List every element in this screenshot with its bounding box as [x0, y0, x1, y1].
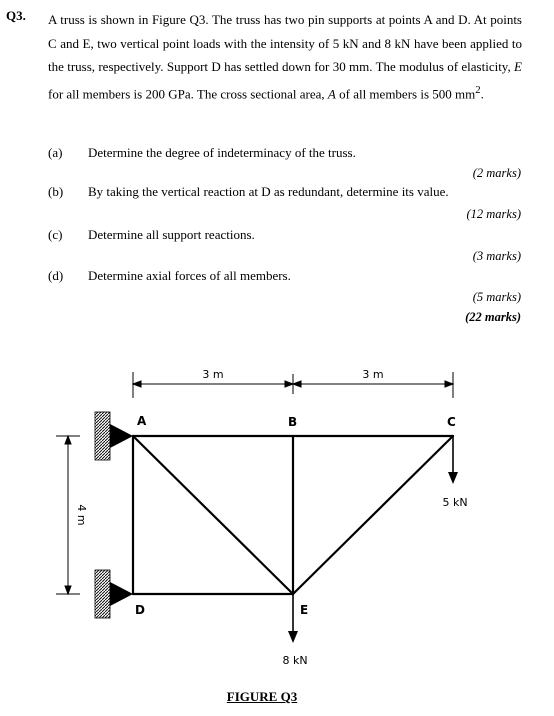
part-a-label: (a) [48, 145, 63, 160]
member-ae [133, 436, 293, 594]
node-a-label: A [137, 414, 147, 428]
question-intro: A truss is shown in Figure Q3. The truss has two pin supports at points A and D. At points C and E, two vertical point loads with the intensity of 5 kN and 8 kN have been applied to the truss, respectively. Support D has settled down for 30 mm. The modulus of elasticity, E for all members is 200 GPa. The cross sectional area, A of all members is 500 $mm^2$. [48, 12, 522, 102]
node-d-label: D [135, 603, 145, 617]
part-c-marks: (3 marks) [472, 249, 521, 263]
question-number: Q3. [6, 8, 26, 23]
part-a-text: Determine the degree of indeterminacy of the truss. [88, 145, 356, 160]
load-e-label: 8 kN [282, 654, 308, 667]
node-c-label: C [447, 415, 456, 429]
part-a-marks: (2 marks) [472, 166, 521, 180]
part-b-text: By taking the vertical reaction at D as redundant, determine its value. [88, 184, 449, 199]
part-b-marks: (12 marks) [466, 207, 521, 221]
total-marks: (22 marks) [465, 310, 521, 324]
support-d [95, 570, 133, 618]
part-d-marks: (5 marks) [472, 290, 521, 304]
node-e-label: E [300, 603, 309, 617]
dim-bc-label: 3 m [362, 368, 384, 381]
figure-caption: FIGURE Q3 [226, 689, 298, 704]
load-c-label: 5 kN [442, 496, 468, 509]
part-b-label: (b) [48, 184, 64, 199]
top-dimension [133, 372, 453, 398]
part-c-text: Determine all support reactions. [88, 227, 255, 242]
part-c-label: (c) [48, 227, 63, 242]
load-arrow-e [288, 594, 298, 643]
part-d-label: (d) [48, 268, 64, 283]
truss-members [133, 436, 453, 594]
support-a [95, 412, 133, 460]
node-b-label: B [288, 415, 298, 429]
member-ec [293, 436, 453, 594]
load-arrow-c [448, 436, 458, 484]
part-d-text: Determine axial forces of all members. [88, 268, 291, 283]
dim-ab-label: 3 m [202, 368, 224, 381]
dim-height-label: 4 m [75, 504, 88, 526]
